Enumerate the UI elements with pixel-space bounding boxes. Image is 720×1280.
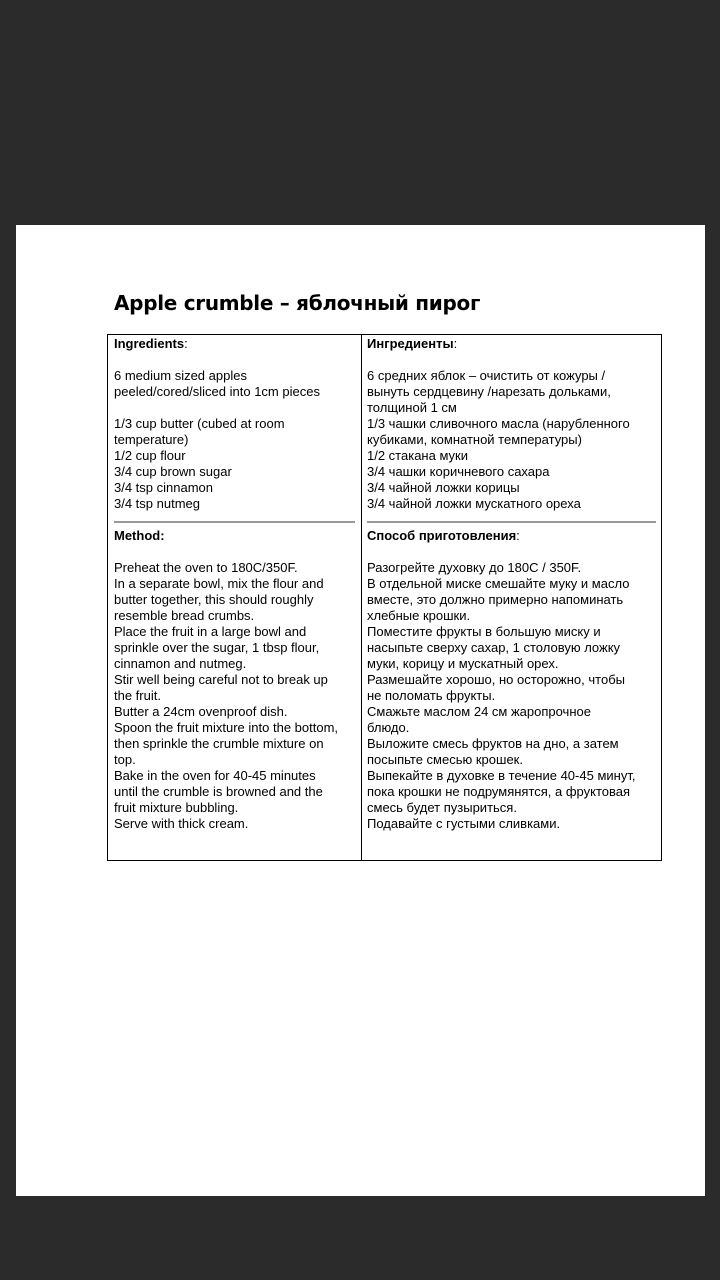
text-line: 1/3 чашки сливочного масла (нарубленного xyxy=(367,416,630,431)
text-line: муки, корицу и мускатный орех. xyxy=(367,656,559,671)
text-line: resemble bread crumbs. xyxy=(114,608,255,623)
text-line: fruit mixture bubbling. xyxy=(114,800,239,815)
russian-method-list xyxy=(367,560,658,832)
russian-ingredients xyxy=(367,336,658,512)
russian-method xyxy=(367,528,658,832)
english-ingredients-list xyxy=(114,368,357,512)
text-line: then sprinkle the crumble mixture on xyxy=(114,736,324,751)
text-line: sprinkle over the sugar, 1 tbsp flour, xyxy=(114,640,320,655)
text-line: Spoon the fruit mixture into the bottom, xyxy=(114,720,339,735)
text-line: Выпекайте в духовке в течение 40-45 минут, xyxy=(367,768,636,783)
russian-section-separator xyxy=(367,521,656,523)
english-ingredients xyxy=(114,336,357,512)
text-line: вынуть сердцевину /нарезать дольками, xyxy=(367,384,611,399)
text-line: Serve with thick cream. xyxy=(114,816,249,831)
text-line: Butter a 24cm ovenproof dish. xyxy=(114,704,288,719)
text-line: cinnamon and nutmeg. xyxy=(114,656,247,671)
text-line: Разогрейте духовку до 180С / 350F. xyxy=(367,560,582,575)
text-line: until the crumble is browned and the xyxy=(114,784,323,799)
text-line: 6 средних яблок – очистить от кожуры / xyxy=(367,368,606,383)
text-line: Подавайте с густыми сливками. xyxy=(367,816,561,831)
text-line: 3/4 чашки коричневого сахара xyxy=(367,464,550,479)
text-line: 6 medium sized apples xyxy=(114,368,247,383)
text-line: top. xyxy=(114,752,136,767)
english-method-list xyxy=(114,560,357,832)
document-page xyxy=(16,225,705,1196)
text-line: 3/4 чайной ложки корицы xyxy=(367,480,520,495)
russian-method-heading: Способ приготовления: xyxy=(367,528,520,543)
text-line: хлебные крошки. xyxy=(367,608,471,623)
text-line: Смажьте маслом 24 см жаропрочное xyxy=(367,704,591,719)
text-line: 1/2 стакана муки xyxy=(367,448,468,463)
text-line: 3/4 tsp nutmeg xyxy=(114,496,200,511)
english-ingredients-heading: Ingredients: xyxy=(114,336,188,351)
text-line: пока крошки не подрумянятся, а фруктовая xyxy=(367,784,631,799)
text-line: 3/4 tsp cinnamon xyxy=(114,480,214,495)
english-column xyxy=(108,335,361,860)
text-line: In a separate bowl, mix the flour and xyxy=(114,576,324,591)
text-line: 1/3 cup butter (cubed at room xyxy=(114,416,285,431)
text-line: В отдельной миске смешайте муку и масло xyxy=(367,576,630,591)
text-line: насыпьте сверху сахар, 1 столовую ложку xyxy=(367,640,621,655)
english-method-heading: Method: xyxy=(114,528,165,543)
text-line: the fruit. xyxy=(114,688,161,703)
russian-ingredients-heading: Ингредиенты: xyxy=(367,336,458,351)
text-line: Поместите фрукты в большую миску и xyxy=(367,624,601,639)
text-line: peeled/cored/sliced into 1cm pieces xyxy=(114,384,320,399)
text-line: 1/2 cup flour xyxy=(114,448,186,463)
text-line: temperature) xyxy=(114,432,189,447)
text-line: посыпьте смесью крошек. xyxy=(367,752,523,767)
russian-column xyxy=(362,335,662,860)
text-line: Выложите смесь фруктов на дно, а затем xyxy=(367,736,619,751)
text-line: не поломать фрукты. xyxy=(367,688,496,703)
text-line xyxy=(114,400,357,416)
text-line: Place the fruit in a large bowl and xyxy=(114,624,307,639)
text-line: Stir well being careful not to break up xyxy=(114,672,328,687)
english-method xyxy=(114,528,357,832)
text-line: 3/4 cup brown sugar xyxy=(114,464,232,479)
text-line: вместе, это должно примерно напоминать xyxy=(367,592,624,607)
text-line: Размешайте хорошо, но осторожно, чтобы xyxy=(367,672,625,687)
recipe-table xyxy=(107,334,662,861)
text-line: кубиками, комнатной температуры) xyxy=(367,432,582,447)
text-line: блюдо. xyxy=(367,720,410,735)
russian-ingredients-list xyxy=(367,368,658,512)
text-line: 3/4 чайной ложки мускатного ореха xyxy=(367,496,581,511)
english-section-separator xyxy=(114,521,355,523)
text-line: толщиной 1 см xyxy=(367,400,457,415)
text-line: butter together, this should roughly xyxy=(114,592,314,607)
text-line: смесь будет пузыриться. xyxy=(367,800,517,815)
document-title: Apple crumble – яблочный пирог xyxy=(114,291,481,315)
text-line: Bake in the oven for 40-45 minutes xyxy=(114,768,316,783)
text-line: Preheat the oven to 180C/350F. xyxy=(114,560,298,575)
